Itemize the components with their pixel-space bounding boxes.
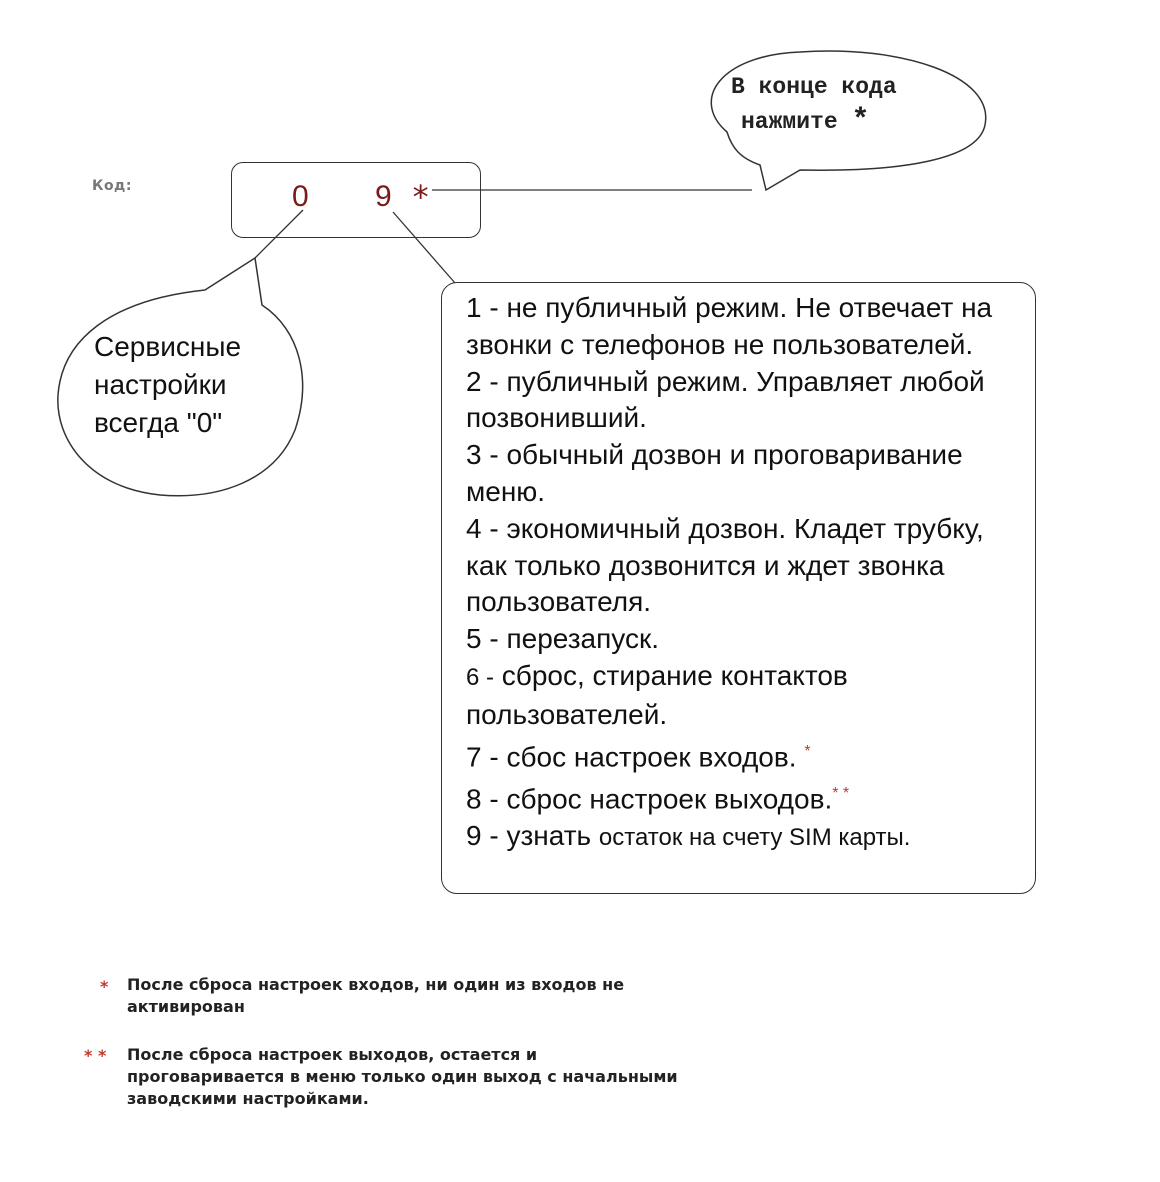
info-item-8 [466, 776, 1031, 818]
info-item-7-mark: * [804, 742, 811, 760]
info-item-6 [466, 658, 1031, 734]
code-star: * [411, 178, 431, 216]
left-bubble-line: всегда "0" [94, 407, 223, 438]
info-item-4: 4 - экономичный дозвон. Кладет трубку, как только дозвонится и ждет звонка пользователя. [466, 512, 984, 618]
info-item-6-num: 6 - [466, 663, 495, 691]
code-digit-0: 0 [292, 180, 309, 213]
note-2-mark: * * [84, 1046, 107, 1065]
top-bubble-line2-text: нажмите [741, 109, 838, 135]
note-2: После сброса настроек выходов, остается и проговаривается в меню только один выход с начальными заводскими настройками. [127, 1045, 678, 1108]
top-bubble-line2 [731, 104, 971, 139]
info-item-3: 3 - обычный дозвон и проговаривание меню. [466, 439, 963, 507]
info-item-8-text: 8 - сброс настроек выходов. [466, 783, 833, 815]
top-bubble-line1: В конце кода [731, 74, 897, 100]
left-bubble-line: Сервисные [94, 331, 242, 362]
info-item-1: 1 - не публичный режим. Не отвечает на звонки с телефонов не пользователей. [466, 292, 993, 360]
top-bubble-text [731, 70, 971, 139]
info-list [466, 290, 1031, 857]
info-item-5: 5 - перезапуск. [466, 623, 660, 655]
top-bubble-star: * [851, 104, 870, 138]
note-1-mark: * [100, 977, 109, 996]
left-bubble-line: настройки [94, 369, 227, 400]
info-item-9 [466, 818, 1031, 857]
info-item-9-bold: 9 - узнать [466, 819, 592, 851]
code-box [231, 162, 481, 238]
info-item-9-rest: остаток на счету SIM карты. [598, 823, 911, 851]
info-item-2: 2 - публичный режим. Управляет любой позвонивший. [466, 365, 985, 434]
info-item-7 [466, 734, 1031, 776]
left-bubble-text [94, 328, 294, 442]
info-item-8-mark: * * [832, 784, 850, 802]
info-item-7-text: 7 - сбос настроек входов. [466, 740, 797, 772]
info-item-6-line2: пользователей. [466, 698, 668, 730]
info-item-6-text: сброс, стирание контактов [501, 659, 848, 691]
code-digit-9: 9 [375, 180, 392, 213]
note-1: После сброса настроек входов, ни один из входов не активирован [127, 975, 625, 1016]
code-label: Код: [92, 178, 132, 194]
